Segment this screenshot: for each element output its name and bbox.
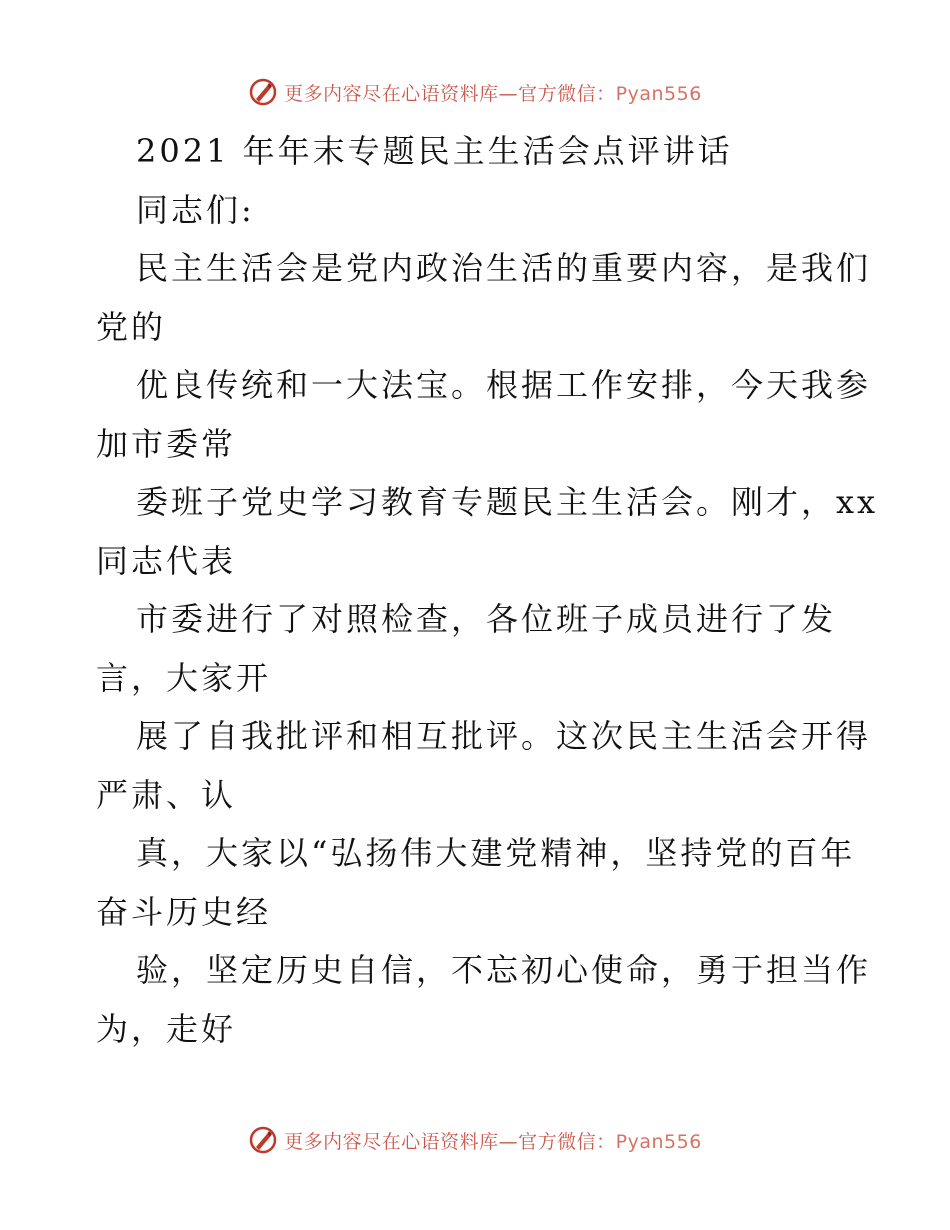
paragraph-line: 为，走好 <box>96 1009 237 1048</box>
salutation: 同志们: <box>136 190 255 229</box>
pen-logo-icon <box>248 1125 278 1155</box>
paragraph-line: 优良传统和一大法宝。根据工作安排，今天我参 <box>136 366 872 404</box>
paragraph-line: 市委进行了对照检查，各位班子成员进行了发 <box>136 600 837 638</box>
paragraph-line: 民主生活会是党内政治生活的重要内容，是我们 <box>136 249 872 287</box>
paragraph-line: 真，大家以“弘扬伟大建党精神，坚持党的百年 <box>136 834 856 872</box>
paragraph-line: 委班子党史学习教育专题民主生活会。刚才，xx <box>136 483 879 521</box>
paragraph-line: 严肃、认 <box>96 775 237 814</box>
paragraph-line: 奋斗历史经 <box>96 892 272 931</box>
paragraph-line: 同志代表 <box>96 541 237 580</box>
watermark-text: 更多内容尽在心语资料库—官方微信：Pyan556 <box>284 82 702 105</box>
header-watermark <box>0 72 950 112</box>
pen-logo-icon <box>248 77 278 107</box>
document-body <box>96 122 879 1058</box>
paragraph-line: 言，大家开 <box>96 658 272 697</box>
document-title: 2021 年年末专题民主生活会点评讲话 <box>136 132 733 170</box>
watermark-text: 更多内容尽在心语资料库—官方微信：Pyan556 <box>284 1130 702 1153</box>
paragraph-line: 党的 <box>96 307 167 346</box>
footer-watermark <box>0 1120 950 1160</box>
paragraph-line: 展了自我批评和相互批评。这次民主生活会开得 <box>136 717 872 755</box>
paragraph-line: 加市委常 <box>96 424 237 463</box>
paragraph-line: 验，坚定历史自信，不忘初心使命，勇于担当作 <box>136 951 872 989</box>
